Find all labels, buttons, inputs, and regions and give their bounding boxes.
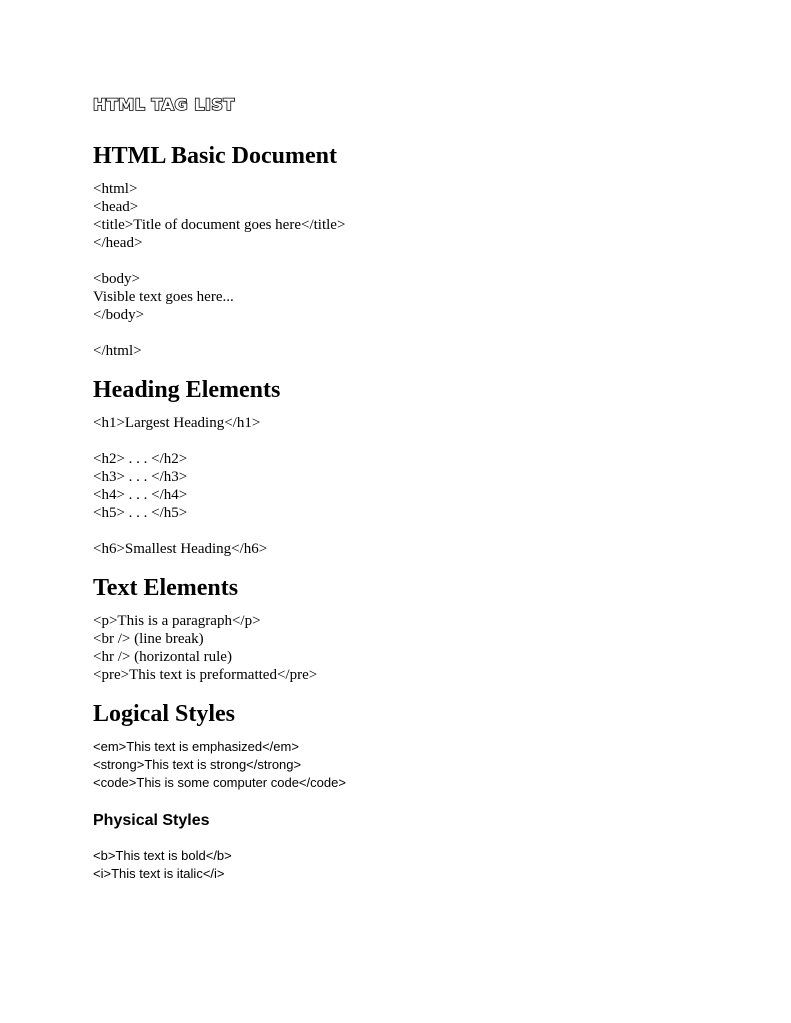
- section-logical-styles: [93, 700, 733, 792]
- section-heading: Logical Styles: [93, 701, 235, 727]
- code-line: <br /> (line break): [93, 631, 204, 647]
- code-line: </html>: [93, 343, 142, 359]
- code-line: </body>: [93, 307, 145, 323]
- code-line: <body>: [93, 271, 140, 287]
- blank-line: [93, 252, 733, 270]
- blank-line: [93, 522, 733, 540]
- section-physical-styles: [93, 811, 733, 883]
- section-basic-document: [93, 142, 733, 360]
- section-heading: HTML Basic Document: [93, 143, 337, 169]
- code-line: <h6>Smallest Heading</h6>: [93, 541, 268, 557]
- document-title: HTML TAG LIST: [93, 95, 235, 114]
- blank-line: [93, 432, 733, 450]
- code-line: <strong>This text is strong</strong>: [93, 757, 302, 772]
- code-line: <h3> . . . </h3>: [93, 469, 188, 485]
- section-heading: Text Elements: [93, 575, 239, 601]
- code-line: <head>: [93, 199, 139, 215]
- code-line: <h2> . . . </h2>: [93, 451, 188, 467]
- code-line: <code>This is some computer code</code>: [93, 775, 346, 790]
- blank-line: [93, 324, 733, 342]
- code-line: </head>: [93, 235, 143, 251]
- code-line: <h1>Largest Heading</h1>: [93, 415, 261, 431]
- code-line: Visible text goes here...: [93, 289, 234, 305]
- code-line: <title>Title of document goes here</title>: [93, 217, 346, 233]
- code-line: <pre>This text is preformatted</pre>: [93, 667, 318, 683]
- section-heading: Heading Elements: [93, 377, 281, 403]
- code-line: <p>This is a paragraph</p>: [93, 613, 261, 629]
- section-text-elements: [93, 574, 733, 684]
- code-line: <html>: [93, 181, 138, 197]
- section-heading-elements: [93, 376, 733, 558]
- code-line: <hr /> (horizontal rule): [93, 649, 232, 665]
- code-line: <em>This text is emphasized</em>: [93, 739, 299, 754]
- document-page: [93, 95, 733, 883]
- code-line: <i>This text is italic</i>: [93, 866, 225, 881]
- code-line: <h4> . . . </h4>: [93, 487, 188, 503]
- code-line: <h5> . . . </h5>: [93, 505, 188, 521]
- section-heading: Physical Styles: [93, 812, 210, 829]
- code-line: <b>This text is bold</b>: [93, 848, 232, 863]
